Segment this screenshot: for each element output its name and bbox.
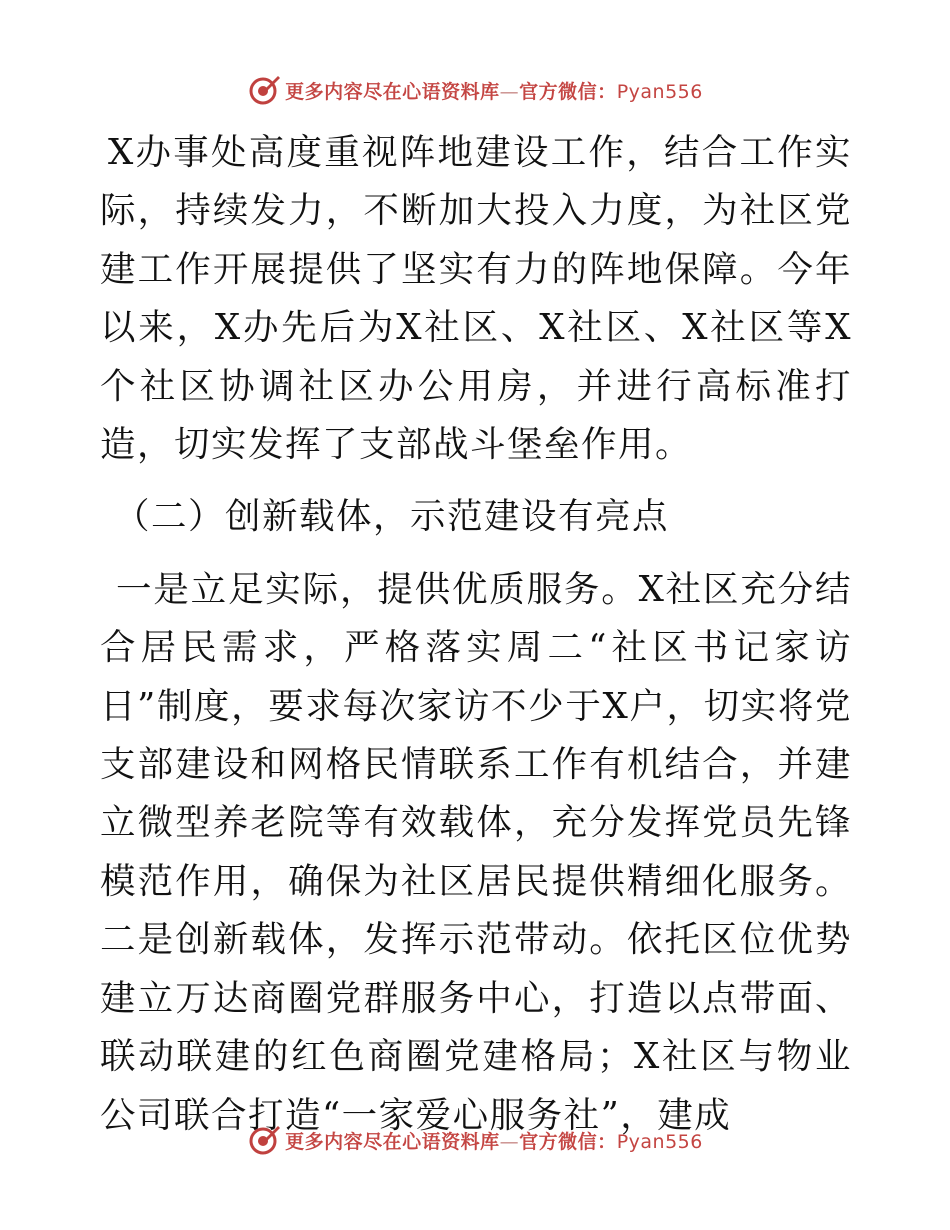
header-watermark-banner bbox=[0, 70, 950, 110]
banner-site-text: 更多内容尽在心语资料库 bbox=[285, 1130, 500, 1153]
paragraph-1: X办事处高度重视阵地建设工作，结合工作实际，持续发力，不断加大投入力度，为社区党建工作开展提供了坚实有力的阵地保障。今年以来，X办先后为X社区、X社区、X社区等X个社区协调社区办公用房，并进行高标准打造，切实发挥了支部战斗堡垒作用。 bbox=[100, 132, 852, 466]
banner-separator: — bbox=[499, 80, 520, 103]
document-body bbox=[100, 124, 852, 1145]
banner-wechat-id: Pyan556 bbox=[616, 80, 703, 103]
red-pen-circle-logo-icon bbox=[247, 73, 281, 107]
banner-wechat-label: 官方微信： bbox=[519, 1130, 617, 1153]
section-heading: （二）创新载体，示范建设有亮点 bbox=[114, 496, 670, 538]
banner-separator: — bbox=[499, 1130, 520, 1153]
footer-watermark-banner bbox=[0, 1120, 950, 1160]
paragraph-2: 一是立足实际，提供优质服务。X社区充分结合居民需求，严格落实周二“社区书记家访日”制度，要求每次家访不少于X户，切实将党支部建设和网格民情联系工作有机结合，并建立微型养老院等有效载体，充分发挥党员先锋模范作用，确保为社区居民提供精细化服务。二是创新载体，发挥示范带动。依托区位优势建立万达商圈党群服务中心，打造以点带面、联动联建的红色商圈党建格局；X社区与物业公司联合打造“一家爱心服务社”，建成 bbox=[100, 568, 852, 1136]
banner-wechat-id: Pyan556 bbox=[616, 1130, 703, 1153]
banner-site-text: 更多内容尽在心语资料库 bbox=[285, 80, 500, 103]
banner-wechat-label: 官方微信： bbox=[519, 80, 617, 103]
red-pen-circle-logo-icon bbox=[247, 1123, 281, 1157]
